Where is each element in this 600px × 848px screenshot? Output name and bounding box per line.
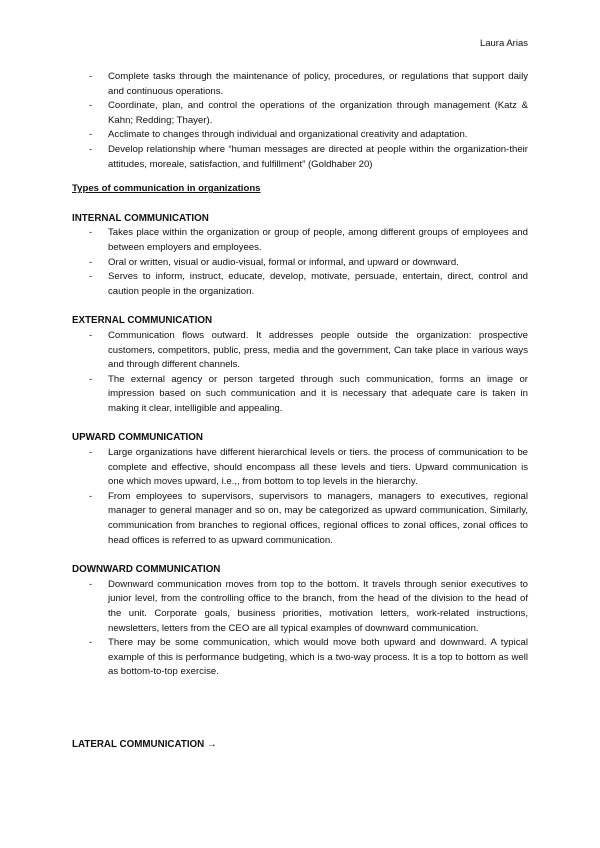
bullet-text: Coordinate, plan, and control the operations of the organization through management (Katz & Kahn; Redding; Thayer). [108, 100, 528, 126]
list-item [72, 226, 528, 255]
document-body [72, 70, 528, 753]
bullet-dash: - [89, 329, 93, 341]
list-item [72, 446, 528, 490]
list-item [72, 270, 528, 299]
bullet-text: Communication flows outward. It addresses people outside the organization: prospective customers, competitors, public, press, media and the government, Can take place in various ways and through different channels. [108, 329, 528, 371]
section-bullet-list [72, 446, 528, 548]
section-heading: EXTERNAL COMMUNICATION [72, 315, 213, 327]
intro-bullet-list [72, 70, 528, 172]
lateral-communication-heading: LATERAL COMMUNICATION → [72, 738, 217, 750]
bullet-dash: - [89, 100, 93, 112]
bullet-dash: - [89, 256, 93, 268]
bullet-text: Complete tasks through the maintenance of policy, procedures, or regulations that support daily and continuous operations. [108, 71, 528, 97]
list-item [72, 636, 528, 680]
section-heading: INTERNAL COMMUNICATION [72, 212, 209, 224]
bullet-text: Takes place within the organization or group of people, among different groups of employees and between employers and employees. [108, 227, 528, 253]
bullet-dash: - [89, 71, 93, 82]
bullet-dash: - [89, 143, 93, 155]
bullet-dash: - [89, 373, 93, 385]
downward-communication-section [72, 563, 528, 680]
external-communication-section [72, 314, 528, 416]
bullet-text: The external agency or person targeted through such communication, forms an image or impression based on such communication and it is necessary that adequate care is taken in making it clear, intelligible and appealing. [108, 373, 528, 414]
header-author: Laura Arias [479, 38, 528, 49]
bullet-text: Oral or written, visual or audio-visual, formal or informal, and upward or downward. [108, 256, 459, 268]
upward-communication-section [72, 431, 528, 548]
list-item [72, 143, 528, 172]
list-item [72, 99, 528, 128]
bullet-dash: - [89, 490, 93, 502]
section-heading: DOWNWARD COMMUNICATION [72, 564, 221, 576]
bullet-text: Downward communication moves from top to the bottom. It travels through senior executives to junior level, from the controlling office to the branch, from the head of the division to the head of the unit. Corporate goals, business priorities, motivation letters, work-related instructions, newsletters, letters from the CEO are all typical examples of downward communication. [108, 578, 528, 634]
list-item [72, 373, 528, 417]
bullet-dash: - [89, 447, 93, 459]
bullet-text: Serves to inform, instruct, educate, develop, motivate, persuade, entertain, direct, control and caution people in the organization. [108, 271, 528, 297]
internal-communication-section [72, 212, 528, 300]
bullet-text: There may be some communication, which would move both upward and downward. A typical example of this is performance budgeting, which is a two-way process. It is a top to bottom as well as bottom-to-top exercise. [108, 637, 528, 678]
bullet-dash: - [89, 578, 93, 590]
list-item [72, 256, 528, 271]
section-bullet-list [72, 578, 528, 680]
bullet-dash: - [89, 129, 93, 141]
section-heading: UPWARD COMMUNICATION [72, 432, 203, 444]
list-item [72, 128, 528, 143]
bullet-dash: - [89, 271, 93, 283]
types-section-title: Types of communication in organizations [72, 183, 261, 195]
bullet-dash: - [89, 637, 93, 649]
section-bullet-list [72, 226, 528, 299]
bullet-dash: - [89, 227, 93, 239]
list-item [72, 329, 528, 373]
section-bullet-list [72, 329, 528, 417]
bullet-text: Large organizations have different hierarchical levels or tiers. the process of communication to be complete and effective, should encompass all these levels and tiers. Upward communication is one which moves upward, i.e.,, from bottom to top levels in the hierarchy. [108, 447, 528, 488]
bullet-text: From employees to supervisors, supervisors to managers, managers to executives, regional manager to general manager and so on, may be categorized as upward communication. Similarly, communication from branches to regional offices, regional offices to zonal offices, zonal offices to head offices is referred to as upward communication. [108, 490, 528, 546]
bullet-text: Develop relationship where “human messages are directed at people within the organization-their attitudes, moreale, satisfaction, and fulfillment” (Goldhaber 20) [108, 143, 528, 170]
list-item [72, 578, 528, 636]
list-item [72, 70, 528, 99]
bullet-text: Acclimate to changes through individual and organizational creativity and adaptation. [108, 129, 468, 141]
list-item [72, 490, 528, 548]
